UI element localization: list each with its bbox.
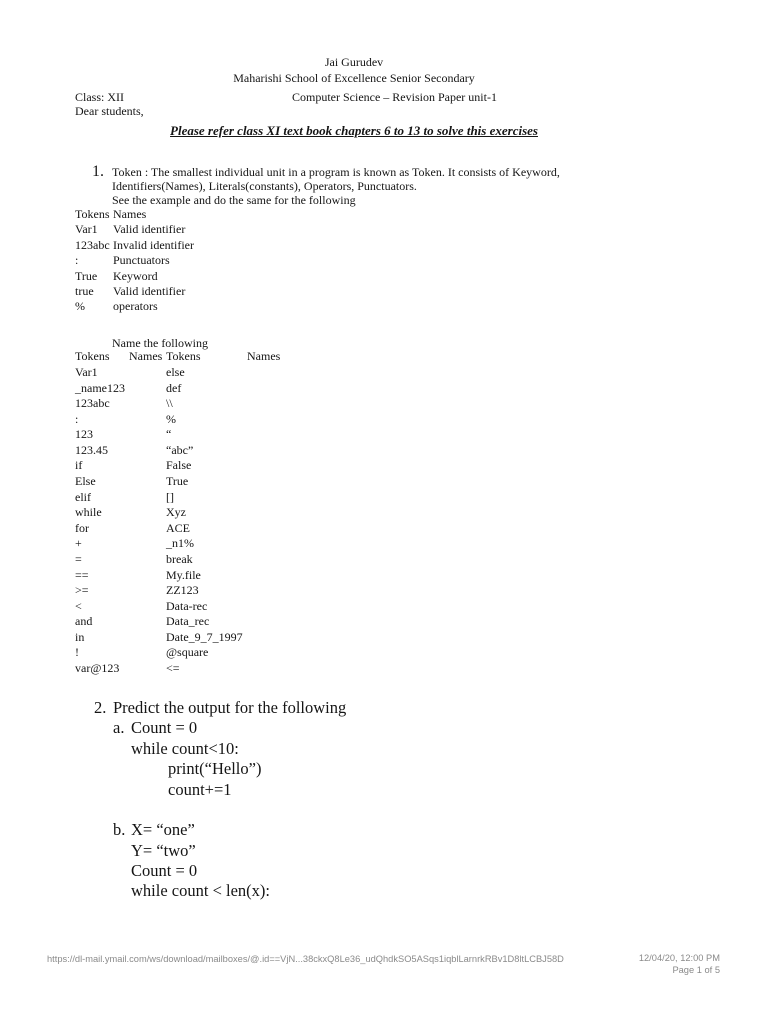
question-1-intro bbox=[112, 165, 560, 207]
example-row bbox=[75, 222, 375, 237]
example-header bbox=[75, 207, 375, 222]
example-row bbox=[75, 269, 375, 284]
table-row bbox=[75, 583, 395, 599]
token-left: if bbox=[75, 458, 83, 473]
column-header-names: Names bbox=[113, 207, 147, 221]
table-row bbox=[75, 630, 395, 646]
token-left: in bbox=[75, 629, 85, 644]
table-row bbox=[75, 412, 395, 428]
table-row bbox=[75, 505, 395, 521]
token-right: <= bbox=[166, 660, 180, 675]
token-right: % bbox=[166, 411, 176, 426]
table-row bbox=[75, 661, 395, 677]
example-table bbox=[75, 207, 375, 315]
task-title: Name the following bbox=[112, 336, 208, 350]
token-right: ZZ123 bbox=[166, 583, 199, 598]
example-token: True bbox=[75, 268, 98, 283]
school-name: Maharishi School of Excellence Senior Secondary bbox=[233, 71, 475, 85]
example-name: operators bbox=[113, 299, 158, 314]
token-right: Date_9_7_1997 bbox=[166, 629, 243, 644]
token-left: ! bbox=[75, 645, 79, 660]
token-left: Else bbox=[75, 474, 96, 489]
token-left: Var1 bbox=[75, 365, 98, 379]
token-table bbox=[75, 365, 395, 677]
column-header-tokens: Tokens bbox=[75, 207, 110, 221]
part-b-label: b. bbox=[113, 820, 126, 839]
table-row bbox=[75, 614, 395, 630]
token-left: : bbox=[75, 411, 79, 426]
token-left: + bbox=[75, 536, 82, 551]
table-row bbox=[75, 443, 395, 459]
token-right: True bbox=[166, 474, 189, 489]
example-token: true bbox=[75, 283, 94, 298]
table-row bbox=[75, 645, 395, 661]
token-left: var@123 bbox=[75, 660, 120, 675]
code-line: X= “one” bbox=[131, 820, 195, 839]
example-row bbox=[75, 284, 375, 299]
token-right: [] bbox=[166, 489, 174, 504]
question-2-number: 2. bbox=[94, 698, 107, 717]
column-header-names: Names bbox=[129, 349, 163, 363]
table-row bbox=[75, 365, 395, 381]
token-right: def bbox=[166, 380, 182, 395]
example-name: Invalid identifier bbox=[113, 237, 194, 252]
table-row bbox=[75, 552, 395, 568]
code-line: count+=1 bbox=[168, 780, 232, 799]
token-left: >= bbox=[75, 583, 89, 598]
table-row bbox=[75, 396, 395, 412]
header-line1: Jai Gurudev bbox=[324, 55, 384, 69]
part-a-label: a. bbox=[113, 718, 125, 737]
token-left: < bbox=[75, 598, 82, 613]
footer-page-number: Page 1 of 5 bbox=[672, 965, 720, 975]
intro-line: Token : The smallest individual unit in a program is known as Token. It consists of Keyword, bbox=[112, 165, 560, 179]
example-row bbox=[75, 299, 375, 314]
token-left: 123 bbox=[75, 427, 93, 442]
column-header-tokens: Tokens bbox=[75, 349, 110, 363]
example-row bbox=[75, 238, 375, 253]
question-1-number: 1. bbox=[92, 163, 104, 180]
example-name: Valid identifier bbox=[113, 283, 186, 298]
token-right: “abc” bbox=[166, 442, 194, 457]
instruction: Please refer class XI text book chapters 6 to 13 to solve this exercises bbox=[170, 123, 538, 138]
example-name: Punctuators bbox=[113, 253, 170, 268]
footer-datetime: 12/04/20, 12:00 PM bbox=[638, 953, 720, 963]
table-row bbox=[75, 458, 395, 474]
code-line: print(“Hello”) bbox=[168, 759, 262, 778]
token-right: “ bbox=[166, 427, 172, 442]
table-row bbox=[75, 536, 395, 552]
token-right: ACE bbox=[166, 520, 190, 535]
token-right: break bbox=[166, 551, 193, 566]
token-left: 123abc bbox=[75, 396, 110, 411]
greeting: Dear students, bbox=[75, 104, 144, 118]
subject-title: Computer Science – Revision Paper unit-1 bbox=[292, 90, 497, 104]
footer-url: https://dl-mail.ymail.com/ws/download/mailboxes/@.id==VjN...38ckxQ8Le36_udQhdkSO5ASqs1iqblLarnrkRBv1D8ltLCBJ58D bbox=[47, 954, 564, 964]
token-right: Data-rec bbox=[166, 598, 208, 613]
example-token: % bbox=[75, 299, 85, 314]
token-left: == bbox=[75, 567, 89, 582]
example-row bbox=[75, 253, 375, 268]
token-left: = bbox=[75, 551, 82, 566]
intro-line: Identifiers(Names), Literals(constants), Operators, Punctuators. bbox=[112, 179, 417, 193]
token-table-header bbox=[75, 349, 395, 365]
code-line: Count = 0 bbox=[131, 718, 198, 737]
table-row bbox=[75, 474, 395, 490]
table-row bbox=[75, 381, 395, 397]
table-row bbox=[75, 521, 395, 537]
token-right: \\ bbox=[166, 396, 173, 411]
token-right: Xyz bbox=[166, 505, 186, 520]
token-right: _n1% bbox=[166, 536, 194, 551]
token-left: while bbox=[75, 505, 102, 520]
token-right: @square bbox=[166, 645, 209, 660]
example-name: Keyword bbox=[113, 268, 158, 283]
question-2-title: Predict the output for the following bbox=[113, 698, 347, 717]
token-left: _name123 bbox=[75, 380, 125, 395]
table-row bbox=[75, 568, 395, 584]
table-row bbox=[75, 490, 395, 506]
table-row bbox=[75, 427, 395, 443]
token-right: else bbox=[166, 365, 185, 379]
token-left: 123.45 bbox=[75, 442, 108, 457]
code-line: while count < len(x): bbox=[131, 881, 270, 900]
code-line: while count<10: bbox=[131, 739, 239, 758]
example-token: 123abc bbox=[75, 237, 110, 252]
example-token: Var1 bbox=[75, 222, 98, 237]
token-left: for bbox=[75, 520, 89, 535]
example-name: Valid identifier bbox=[113, 222, 186, 237]
intro-line: See the example and do the same for the following bbox=[112, 193, 356, 207]
token-left: and bbox=[75, 614, 93, 629]
column-header-names: Names bbox=[247, 349, 281, 363]
token-right: Data_rec bbox=[166, 614, 210, 629]
token-left: elif bbox=[75, 489, 91, 504]
token-right: My.file bbox=[166, 567, 201, 582]
class-label: Class: XII bbox=[75, 90, 124, 104]
token-right: False bbox=[166, 458, 192, 473]
table-header-row bbox=[75, 349, 395, 365]
column-header-tokens: Tokens bbox=[166, 349, 201, 363]
code-line: Y= “two” bbox=[131, 841, 196, 860]
example-token: : bbox=[75, 253, 79, 268]
code-line: Count = 0 bbox=[131, 861, 198, 880]
table-row bbox=[75, 599, 395, 615]
